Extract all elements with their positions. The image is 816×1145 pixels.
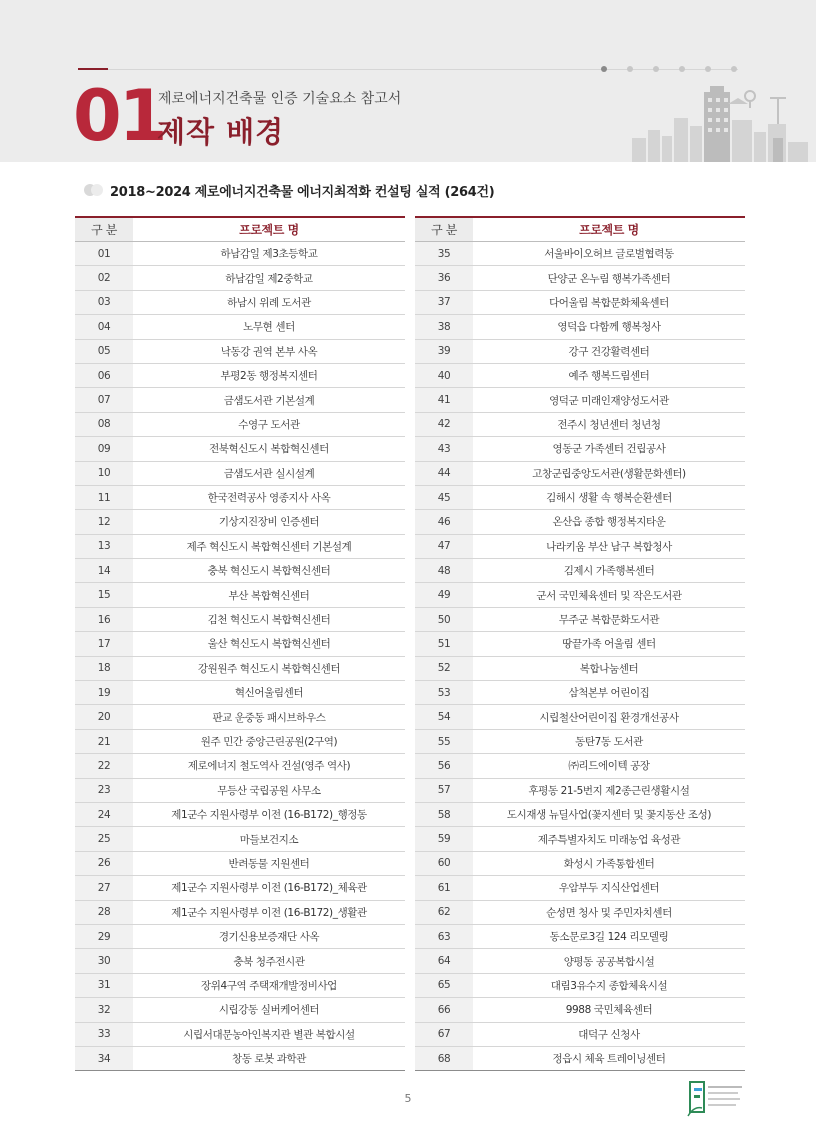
project-number-cell: 03 bbox=[75, 290, 133, 314]
project-number-cell: 12 bbox=[75, 510, 133, 534]
project-name-cell: 하남시 위례 도서관 bbox=[133, 290, 405, 314]
project-number-cell: 56 bbox=[415, 754, 473, 778]
project-number-cell: 49 bbox=[415, 583, 473, 607]
project-name-cell: 시립서대문농아인복지관 별관 복합시설 bbox=[133, 1022, 405, 1046]
project-name-cell: 제주 혁신도시 복합혁신센터 기본설계 bbox=[133, 534, 405, 558]
projects-table-right bbox=[415, 216, 745, 1071]
table-row bbox=[415, 851, 745, 875]
project-name-cell: 동탄7동 도서관 bbox=[473, 729, 745, 753]
section-subtitle: 제로에너지건축물 인증 기술요소 참고서 bbox=[158, 91, 402, 107]
progress-dot bbox=[705, 66, 711, 72]
project-number-cell: 16 bbox=[75, 607, 133, 631]
project-name-cell: 제1군수 지원사령부 이전 (16-B172)_행정동 bbox=[133, 802, 405, 826]
progress-dot bbox=[679, 66, 685, 72]
project-number-cell: 22 bbox=[75, 754, 133, 778]
organization-logo-icon bbox=[686, 1076, 748, 1120]
section-title: 제작 배경 bbox=[157, 115, 285, 149]
table-row bbox=[415, 900, 745, 924]
project-number-cell: 17 bbox=[75, 632, 133, 656]
table-row bbox=[415, 559, 745, 583]
project-number-cell: 28 bbox=[75, 900, 133, 924]
table-row bbox=[415, 485, 745, 509]
project-name-cell: 금샘도서관 기본설계 bbox=[133, 388, 405, 412]
project-name-cell: 군서 국민체육센터 및 작은도서관 bbox=[473, 583, 745, 607]
column-header-number: 구 분 bbox=[415, 217, 473, 242]
project-name-cell: 한국전력공사 영종지사 사옥 bbox=[133, 485, 405, 509]
project-name-cell: 부산 복합혁신센터 bbox=[133, 583, 405, 607]
progress-dot bbox=[627, 66, 633, 72]
projects-table-left bbox=[75, 216, 405, 1071]
project-number-cell: 04 bbox=[75, 315, 133, 339]
project-name-cell: 하남감일 제2중학교 bbox=[133, 266, 405, 290]
project-number-cell: 42 bbox=[415, 412, 473, 436]
project-name-cell: 시립강동 실버케어센터 bbox=[133, 998, 405, 1022]
table-row bbox=[415, 632, 745, 656]
project-number-cell: 48 bbox=[415, 559, 473, 583]
project-name-cell: ㈜리드에이텍 공장 bbox=[473, 754, 745, 778]
project-number-cell: 65 bbox=[415, 973, 473, 997]
project-number-cell: 25 bbox=[75, 827, 133, 851]
table-row bbox=[415, 363, 745, 387]
table-row bbox=[75, 998, 405, 1022]
project-name-cell: 김해시 생활 속 행복순환센터 bbox=[473, 485, 745, 509]
project-name-cell: 복합나눔센터 bbox=[473, 656, 745, 680]
project-name-cell: 대림3유수지 종합체육시설 bbox=[473, 973, 745, 997]
project-name-cell: 영덕군 미래인재양성도서관 bbox=[473, 388, 745, 412]
project-number-cell: 31 bbox=[75, 973, 133, 997]
table-row bbox=[415, 729, 745, 753]
table-row bbox=[75, 363, 405, 387]
table-row bbox=[415, 705, 745, 729]
table-row bbox=[415, 510, 745, 534]
table-row bbox=[415, 461, 745, 485]
project-name-cell: 9988 국민체육센터 bbox=[473, 998, 745, 1022]
project-name-cell: 전북혁신도시 복합혁신센터 bbox=[133, 437, 405, 461]
table-row bbox=[75, 242, 405, 266]
project-number-cell: 27 bbox=[75, 876, 133, 900]
table-caption bbox=[84, 180, 494, 200]
table-row bbox=[75, 461, 405, 485]
table-row bbox=[75, 412, 405, 436]
project-name-cell: 나라키움 부산 남구 복합청사 bbox=[473, 534, 745, 558]
table-row bbox=[75, 388, 405, 412]
project-name-cell: 제1군수 지원사령부 이전 (16-B172)_생활관 bbox=[133, 900, 405, 924]
table-row bbox=[75, 1022, 405, 1046]
table-row bbox=[75, 851, 405, 875]
project-number-cell: 02 bbox=[75, 266, 133, 290]
table-row bbox=[415, 412, 745, 436]
table-row bbox=[415, 290, 745, 314]
table-header-row bbox=[75, 217, 405, 242]
project-name-cell: 예주 행복드림센터 bbox=[473, 363, 745, 387]
project-name-cell: 우암부두 지식산업센터 bbox=[473, 876, 745, 900]
project-name-cell: 시립철산어린이집 환경개선공사 bbox=[473, 705, 745, 729]
project-name-cell: 금샘도서관 실시설계 bbox=[133, 461, 405, 485]
table-row bbox=[415, 315, 745, 339]
table-row bbox=[75, 339, 405, 363]
table-row bbox=[75, 705, 405, 729]
project-name-cell: 제로에너지 철도역사 건설(영주 역사) bbox=[133, 754, 405, 778]
project-name-cell: 반려동물 지원센터 bbox=[133, 851, 405, 875]
project-number-cell: 59 bbox=[415, 827, 473, 851]
project-name-cell: 기상지진장비 인증센터 bbox=[133, 510, 405, 534]
project-name-cell: 다어울림 복합문화체육센터 bbox=[473, 290, 745, 314]
table-row bbox=[415, 266, 745, 290]
project-name-cell: 땅끝가족 어울림 센터 bbox=[473, 632, 745, 656]
city-skyline-illustration bbox=[628, 78, 816, 162]
project-number-cell: 57 bbox=[415, 778, 473, 802]
table-row bbox=[75, 876, 405, 900]
project-number-cell: 10 bbox=[75, 461, 133, 485]
table-row bbox=[75, 778, 405, 802]
project-number-cell: 34 bbox=[75, 1046, 133, 1070]
project-number-cell: 11 bbox=[75, 485, 133, 509]
project-name-cell: 원주 민간 중앙근린공원(2구역) bbox=[133, 729, 405, 753]
table-row bbox=[75, 607, 405, 631]
project-name-cell: 낙동강 권역 본부 사옥 bbox=[133, 339, 405, 363]
project-name-cell: 강구 건강활력센터 bbox=[473, 339, 745, 363]
project-number-cell: 50 bbox=[415, 607, 473, 631]
table-row bbox=[415, 973, 745, 997]
table-row bbox=[415, 998, 745, 1022]
table-row bbox=[75, 754, 405, 778]
project-name-cell: 온산읍 종합 행정복지타운 bbox=[473, 510, 745, 534]
progress-dot bbox=[653, 66, 659, 72]
project-name-cell: 삼척본부 어린이집 bbox=[473, 681, 745, 705]
project-number-cell: 37 bbox=[415, 290, 473, 314]
project-number-cell: 20 bbox=[75, 705, 133, 729]
caption-bullet-icon bbox=[84, 184, 104, 196]
project-name-cell: 화성시 가족통합센터 bbox=[473, 851, 745, 875]
project-name-cell: 제1군수 지원사령부 이전 (16-B172)_체육관 bbox=[133, 876, 405, 900]
project-number-cell: 39 bbox=[415, 339, 473, 363]
project-name-cell: 제주특별자치도 미래농업 육성관 bbox=[473, 827, 745, 851]
project-name-cell: 동소문로3길 124 리모델링 bbox=[473, 924, 745, 948]
project-name-cell: 서울바이오허브 글로벌협력동 bbox=[473, 242, 745, 266]
project-number-cell: 29 bbox=[75, 924, 133, 948]
table-row bbox=[415, 607, 745, 631]
table-row bbox=[75, 510, 405, 534]
table-row bbox=[415, 827, 745, 851]
project-number-cell: 08 bbox=[75, 412, 133, 436]
table-row bbox=[415, 924, 745, 948]
table-row bbox=[75, 827, 405, 851]
project-name-cell: 경기신용보증재단 사옥 bbox=[133, 924, 405, 948]
table-row bbox=[75, 924, 405, 948]
table-row bbox=[415, 876, 745, 900]
table-row bbox=[415, 339, 745, 363]
table-row bbox=[75, 437, 405, 461]
project-number-cell: 53 bbox=[415, 681, 473, 705]
table-row bbox=[75, 559, 405, 583]
project-number-cell: 24 bbox=[75, 802, 133, 826]
project-number-cell: 66 bbox=[415, 998, 473, 1022]
project-name-cell: 전주시 청년센터 청년청 bbox=[473, 412, 745, 436]
project-name-cell: 충북 청주전시관 bbox=[133, 949, 405, 973]
project-number-cell: 09 bbox=[75, 437, 133, 461]
table-row bbox=[415, 778, 745, 802]
project-number-cell: 55 bbox=[415, 729, 473, 753]
table-row bbox=[75, 900, 405, 924]
project-number-cell: 44 bbox=[415, 461, 473, 485]
project-name-cell: 무등산 국립공원 사무소 bbox=[133, 778, 405, 802]
project-number-cell: 21 bbox=[75, 729, 133, 753]
table-row bbox=[75, 973, 405, 997]
progress-dots bbox=[601, 65, 741, 75]
section-number: 01 bbox=[73, 75, 165, 157]
progress-dot bbox=[601, 66, 607, 72]
table-row bbox=[415, 1046, 745, 1070]
project-number-cell: 01 bbox=[75, 242, 133, 266]
table-row bbox=[415, 754, 745, 778]
table-header-row bbox=[415, 217, 745, 242]
caption-text: 2018~2024 제로에너지건축물 에너지최적화 컨설팅 실적 (264건) bbox=[110, 184, 495, 200]
project-number-cell: 15 bbox=[75, 583, 133, 607]
project-number-cell: 13 bbox=[75, 534, 133, 558]
project-number-cell: 45 bbox=[415, 485, 473, 509]
header-divider-accent bbox=[78, 68, 108, 70]
table-row bbox=[75, 949, 405, 973]
projects-table-left-body bbox=[75, 242, 405, 1071]
project-number-cell: 43 bbox=[415, 437, 473, 461]
project-name-cell: 창동 로봇 과학관 bbox=[133, 1046, 405, 1070]
project-name-cell: 고창군립중앙도서관(생활문화센터) bbox=[473, 461, 745, 485]
project-name-cell: 영덕읍 다함께 행복청사 bbox=[473, 315, 745, 339]
table-row bbox=[75, 656, 405, 680]
project-name-cell: 수영구 도서관 bbox=[133, 412, 405, 436]
project-name-cell: 강원원주 혁신도시 복합혁신센터 bbox=[133, 656, 405, 680]
project-number-cell: 47 bbox=[415, 534, 473, 558]
table-row bbox=[75, 266, 405, 290]
table-row bbox=[415, 388, 745, 412]
table-row bbox=[415, 1022, 745, 1046]
project-name-cell: 정읍시 체육 트레이닝센터 bbox=[473, 1046, 745, 1070]
project-name-cell: 판교 운중동 패시브하우스 bbox=[133, 705, 405, 729]
project-number-cell: 26 bbox=[75, 851, 133, 875]
project-number-cell: 33 bbox=[75, 1022, 133, 1046]
page-number: 5 bbox=[404, 1092, 412, 1105]
table-row bbox=[75, 485, 405, 509]
header-band bbox=[0, 0, 816, 162]
project-name-cell: 노무현 센터 bbox=[133, 315, 405, 339]
table-row bbox=[75, 315, 405, 339]
project-number-cell: 51 bbox=[415, 632, 473, 656]
project-number-cell: 35 bbox=[415, 242, 473, 266]
project-number-cell: 05 bbox=[75, 339, 133, 363]
project-number-cell: 07 bbox=[75, 388, 133, 412]
project-number-cell: 63 bbox=[415, 924, 473, 948]
project-name-cell: 김천 혁신도시 복합혁신센터 bbox=[133, 607, 405, 631]
project-number-cell: 38 bbox=[415, 315, 473, 339]
project-number-cell: 30 bbox=[75, 949, 133, 973]
project-name-cell: 부평2동 행정복지센터 bbox=[133, 363, 405, 387]
project-number-cell: 19 bbox=[75, 681, 133, 705]
project-number-cell: 61 bbox=[415, 876, 473, 900]
table-row bbox=[75, 290, 405, 314]
project-name-cell: 장위4구역 주택재개발정비사업 bbox=[133, 973, 405, 997]
project-number-cell: 40 bbox=[415, 363, 473, 387]
project-name-cell: 도시재생 뉴딜사업(꽃지센터 및 꽃지동산 조성) bbox=[473, 802, 745, 826]
project-name-cell: 후평동 21-5번지 제2종근린생활시설 bbox=[473, 778, 745, 802]
table-row bbox=[75, 534, 405, 558]
project-number-cell: 41 bbox=[415, 388, 473, 412]
project-number-cell: 23 bbox=[75, 778, 133, 802]
column-header-project: 프로젝트 명 bbox=[473, 217, 745, 242]
table-row bbox=[75, 681, 405, 705]
project-name-cell: 순성면 청사 및 주민자치센터 bbox=[473, 900, 745, 924]
project-number-cell: 64 bbox=[415, 949, 473, 973]
project-number-cell: 32 bbox=[75, 998, 133, 1022]
project-name-cell: 양평동 공공복합시설 bbox=[473, 949, 745, 973]
project-name-cell: 무주군 복합문화도서관 bbox=[473, 607, 745, 631]
project-number-cell: 14 bbox=[75, 559, 133, 583]
table-row bbox=[75, 802, 405, 826]
project-name-cell: 김제시 가족행복센터 bbox=[473, 559, 745, 583]
project-name-cell: 마들보건지소 bbox=[133, 827, 405, 851]
table-row bbox=[415, 949, 745, 973]
column-header-project: 프로젝트 명 bbox=[133, 217, 405, 242]
project-number-cell: 67 bbox=[415, 1022, 473, 1046]
table-row bbox=[415, 437, 745, 461]
table-row bbox=[75, 632, 405, 656]
project-name-cell: 혁신어울림센터 bbox=[133, 681, 405, 705]
table-row bbox=[75, 1046, 405, 1070]
project-number-cell: 58 bbox=[415, 802, 473, 826]
project-number-cell: 18 bbox=[75, 656, 133, 680]
project-number-cell: 68 bbox=[415, 1046, 473, 1070]
project-number-cell: 46 bbox=[415, 510, 473, 534]
project-number-cell: 54 bbox=[415, 705, 473, 729]
project-name-cell: 대덕구 신청사 bbox=[473, 1022, 745, 1046]
project-name-cell: 충북 혁신도시 복합혁신센터 bbox=[133, 559, 405, 583]
table-row bbox=[415, 534, 745, 558]
table-row bbox=[415, 802, 745, 826]
table-row bbox=[75, 729, 405, 753]
project-number-cell: 52 bbox=[415, 656, 473, 680]
projects-table-right-body bbox=[415, 242, 745, 1071]
table-row bbox=[415, 656, 745, 680]
project-name-cell: 울산 혁신도시 복합혁신센터 bbox=[133, 632, 405, 656]
table-row bbox=[415, 681, 745, 705]
project-number-cell: 62 bbox=[415, 900, 473, 924]
project-number-cell: 36 bbox=[415, 266, 473, 290]
project-name-cell: 영동군 가족센터 건립공사 bbox=[473, 437, 745, 461]
table-row bbox=[75, 583, 405, 607]
project-name-cell: 하남감일 제3초등학교 bbox=[133, 242, 405, 266]
table-row bbox=[415, 583, 745, 607]
project-number-cell: 60 bbox=[415, 851, 473, 875]
progress-dot bbox=[731, 66, 737, 72]
project-number-cell: 06 bbox=[75, 363, 133, 387]
table-row bbox=[415, 242, 745, 266]
column-header-number: 구 분 bbox=[75, 217, 133, 242]
project-name-cell: 단양군 온누림 행복가족센터 bbox=[473, 266, 745, 290]
